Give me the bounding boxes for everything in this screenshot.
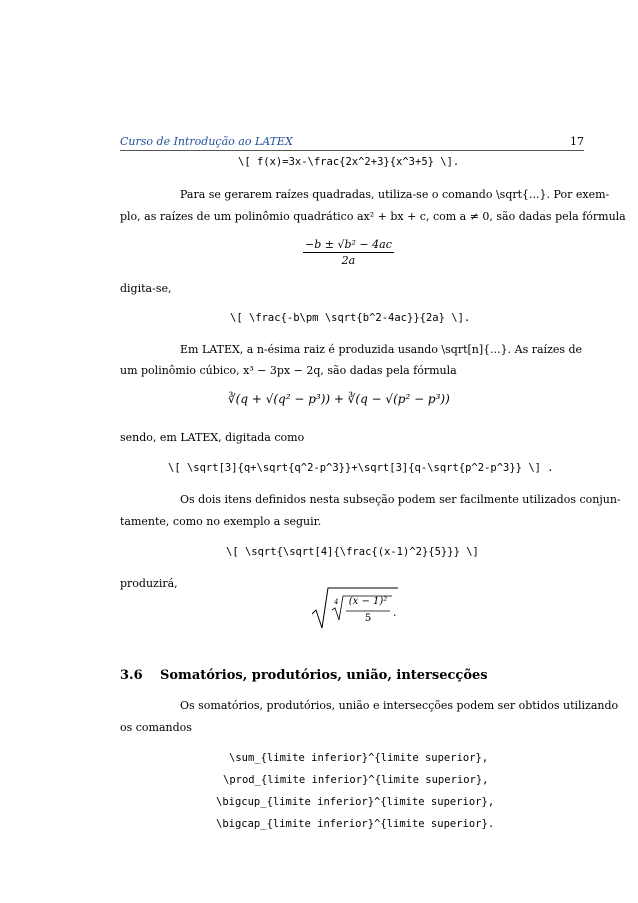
- code-line-fx: \[ f(x)=3x-\frac{2x^2+3}{x^3+5} \].: [238, 156, 460, 168]
- command-bigcap: \bigcap_{limite inferior}^{limite superior}.: [216, 818, 495, 830]
- code-line-nested-root: \[ \sqrt{\sqrt[4]{\frac{(x-1)^2}{5}}} \]: [226, 546, 479, 558]
- formula-nested-root: [310, 584, 400, 634]
- running-header-title: Curso de Introdução ao LATEX: [120, 135, 293, 148]
- formula-period: .: [393, 606, 397, 619]
- svg-text:4: 4: [334, 598, 339, 606]
- code-line-cubic: \[ \sqrt[3]{q+\sqrt{q^2-p^3}}+\sqrt[3]{q-\sqrt{p^2-p^3}} \] .: [168, 462, 554, 474]
- paragraph-nth-root-line2: um polinômio cúbico, x³ − 3px − 2q, são dadas pela fórmula: [120, 364, 457, 377]
- paragraph-comandos-line1: Os somatórios, produtórios, união e intersecções podem ser obtidos utilizando: [180, 699, 619, 712]
- command-prod: \prod_{limite inferior}^{limite superior},: [223, 774, 489, 786]
- paragraph-digita-se: digita-se,: [120, 282, 172, 295]
- section-title: Somatórios, produtórios, união, intersecções: [160, 668, 488, 683]
- formula-nested-denominator: 5: [364, 613, 372, 624]
- paragraph-example-line1: Os dois itens definidos nesta subseção podem ser facilmente utilizados conjun-: [180, 493, 621, 506]
- paragraph-produzira: produzirá,: [120, 577, 178, 590]
- command-bigcup: \bigcup_{limite inferior}^{limite superior},: [216, 796, 495, 808]
- formula-quadratic-numerator: −b ± √b² − 4ac: [305, 238, 392, 251]
- paragraph-sqrt-line2: plo, as raízes de um polinômio quadrático ax² + bx + c, com a ≠ 0, são dadas pela fórmula: [120, 210, 626, 223]
- paragraph-comandos-line2: os comandos: [120, 721, 192, 734]
- root-sign-graphic: [310, 584, 400, 634]
- page-number: 17: [570, 135, 584, 148]
- formula-quadratic: [303, 238, 403, 267]
- paragraph-nth-root-line1: Em LATEX, a n-ésima raiz é produzida usando \sqrt[n]{...}. As raízes de: [180, 343, 583, 356]
- formula-quadratic-denominator: 2a: [341, 254, 356, 267]
- paragraph-example-line2: tamente, como no exemplo a seguir.: [120, 515, 322, 528]
- command-sum: \sum_{limite inferior}^{limite superior},: [229, 752, 489, 764]
- paragraph-sqrt-line1: Para se gerarem raízes quadradas, utiliza-se o comando \sqrt{...}. Por exem-: [180, 188, 610, 201]
- paragraph-digitada-como: sendo, em LATEX, digitada como: [120, 431, 305, 444]
- formula-nested-numerator: (x − 1)²: [348, 596, 388, 607]
- section-number: 3.6: [120, 668, 143, 683]
- header-rule: [120, 150, 584, 151]
- code-line-quadratic: \[ \frac{-b\pm \sqrt{b^2-4ac}}{2a} \].: [230, 312, 471, 324]
- formula-cubic-roots: ∛(q + √(q² − p³)) + ∛(q − √(p² − p³)): [228, 392, 450, 406]
